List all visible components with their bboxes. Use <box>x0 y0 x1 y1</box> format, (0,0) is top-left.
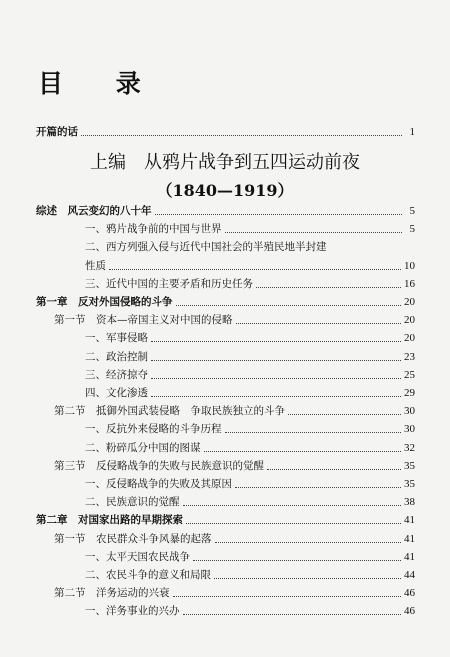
toc-entry-item[interactable] <box>85 420 415 436</box>
toc-entry-item[interactable] <box>85 220 415 236</box>
toc-entry-page: 30 <box>404 423 415 436</box>
toc-entry-section[interactable] <box>54 311 415 327</box>
leader-dots <box>288 414 401 415</box>
toc-entry-section[interactable] <box>54 402 415 418</box>
toc-entry-page: 23 <box>404 350 415 363</box>
toc-entry-page: 32 <box>404 441 415 454</box>
toc-entry-label: 三、近代中国的主要矛盾和历史任务 <box>85 277 253 290</box>
toc-entry-page: 38 <box>404 496 415 509</box>
toc-entry-item[interactable] <box>85 275 415 291</box>
toc-entry-label: 第一节 资本—帝国主义对中国的侵略 <box>54 314 233 327</box>
leader-dots <box>151 396 401 397</box>
toc-title: 目 录 <box>38 69 163 98</box>
toc-entry-item[interactable] <box>85 548 415 564</box>
toc-entry-label: 第二节 抵御外国武装侵略 争取民族独立的斗争 <box>54 405 285 418</box>
toc-entry-chapter[interactable] <box>36 293 415 309</box>
leader-dots <box>215 542 402 543</box>
toc-entry-page: 10 <box>404 259 415 272</box>
toc-entry-chapter[interactable] <box>36 202 415 218</box>
toc-entry-page: 1 <box>409 126 415 138</box>
toc-entry-page: 35 <box>404 459 415 472</box>
toc-entry-page: 41 <box>404 550 415 563</box>
toc-entry-label: 开篇的话 <box>36 126 78 138</box>
toc-entry-page: 5 <box>409 205 415 217</box>
toc-entry-label: 一、军事侵略 <box>85 332 148 345</box>
toc-entry-page: 41 <box>404 514 415 527</box>
leader-dots <box>173 596 402 597</box>
part-years: （1840—1919） <box>156 181 294 200</box>
toc-entry-label: 第二章 对国家出路的早期探索 <box>36 514 183 527</box>
leader-dots <box>235 487 401 488</box>
toc-entry-chapter[interactable] <box>36 511 415 527</box>
toc-entry-preface[interactable] <box>36 123 415 139</box>
toc-entry-page: 20 <box>404 314 415 327</box>
toc-entry-page: 35 <box>404 478 415 490</box>
toc-entry-item[interactable] <box>85 348 415 364</box>
toc-entry-label: 一、太平天国农民战争 <box>85 550 190 563</box>
toc-entry-page: 46 <box>404 605 415 618</box>
leader-dots <box>214 578 401 579</box>
part-title: 上编 从鸦片战争到五四运动前夜 <box>90 152 360 173</box>
leader-dots <box>193 560 401 561</box>
toc-entry-item[interactable] <box>85 602 415 618</box>
toc-entry-label: 综述 风云变幻的八十年 <box>36 205 152 217</box>
leader-dots <box>176 305 402 306</box>
leader-dots <box>267 469 401 470</box>
leader-dots <box>225 432 402 433</box>
toc-entry-page: 20 <box>404 296 415 308</box>
leader-dots <box>256 287 401 288</box>
toc-entry-page: 44 <box>404 569 415 581</box>
toc-entry-page: 41 <box>404 532 415 545</box>
toc-entry-item[interactable] <box>85 493 415 509</box>
toc-entry-page: 46 <box>404 587 415 600</box>
toc-entry-label: 三、经济掠夺 <box>85 368 148 381</box>
toc-entry-page: 30 <box>404 405 415 418</box>
toc-entry-label: 二、粉碎瓜分中国的图谋 <box>85 441 201 454</box>
toc-entry-item[interactable] <box>85 384 415 400</box>
toc-entry-page: 29 <box>404 387 415 399</box>
leader-dots <box>151 360 401 361</box>
toc-entry-item[interactable] <box>85 566 415 582</box>
toc-entry-label: 二、政治控制 <box>85 350 148 363</box>
toc-entry-page: 16 <box>404 277 415 290</box>
leader-dots <box>109 269 401 270</box>
leader-dots <box>151 378 401 379</box>
toc-entry-label: 一、鸦片战争前的中国与世界 <box>85 223 222 236</box>
leader-dots <box>183 614 402 615</box>
toc-entry-label: 第二节 洋务运动的兴衰 <box>54 587 170 600</box>
toc-entry-label: 性质 <box>85 259 106 272</box>
toc-entry-section[interactable] <box>54 530 415 546</box>
toc-entry-label: 四、文化渗透 <box>85 387 148 399</box>
toc-entry-item[interactable] <box>85 257 415 273</box>
toc-entry-label: 一、反侵略战争的失败及其原因 <box>85 478 232 490</box>
toc-entry-item[interactable] <box>85 238 415 254</box>
toc-entry-item[interactable] <box>85 329 415 345</box>
toc-entry-section[interactable] <box>54 584 415 600</box>
toc-entry-item[interactable] <box>85 439 415 455</box>
toc-entry-item[interactable] <box>85 475 415 491</box>
toc-entry-label: 二、西方列强入侵与近代中国社会的半殖民地半封建 <box>85 241 327 254</box>
toc-entry-page: 20 <box>404 332 415 345</box>
leader-dots <box>151 341 401 342</box>
toc-entry-label: 第一章 反对外国侵略的斗争 <box>36 296 173 308</box>
leader-dots <box>225 232 403 233</box>
toc-entry-item[interactable] <box>85 366 415 382</box>
leader-dots <box>81 135 402 136</box>
toc-entry-label: 二、民族意识的觉醒 <box>85 496 180 509</box>
toc-entry-label: 第三节 反侵略战争的失败与民族意识的觉醒 <box>54 459 264 472</box>
toc-entry-section[interactable] <box>54 457 415 473</box>
toc-entry-label: 一、洋务事业的兴办 <box>85 605 180 618</box>
leader-dots <box>186 523 401 524</box>
leader-dots <box>204 451 402 452</box>
toc-entry-label: 二、农民斗争的意义和局限 <box>85 569 211 581</box>
toc-entry-label: 一、反抗外来侵略的斗争历程 <box>85 423 222 436</box>
leader-dots <box>236 323 402 324</box>
toc-entry-page: 25 <box>404 368 415 381</box>
toc-entry-page: 5 <box>409 223 415 236</box>
leader-dots <box>155 214 403 215</box>
toc-entry-label: 第一节 农民群众斗争风暴的起落 <box>54 532 212 545</box>
leader-dots <box>183 505 402 506</box>
